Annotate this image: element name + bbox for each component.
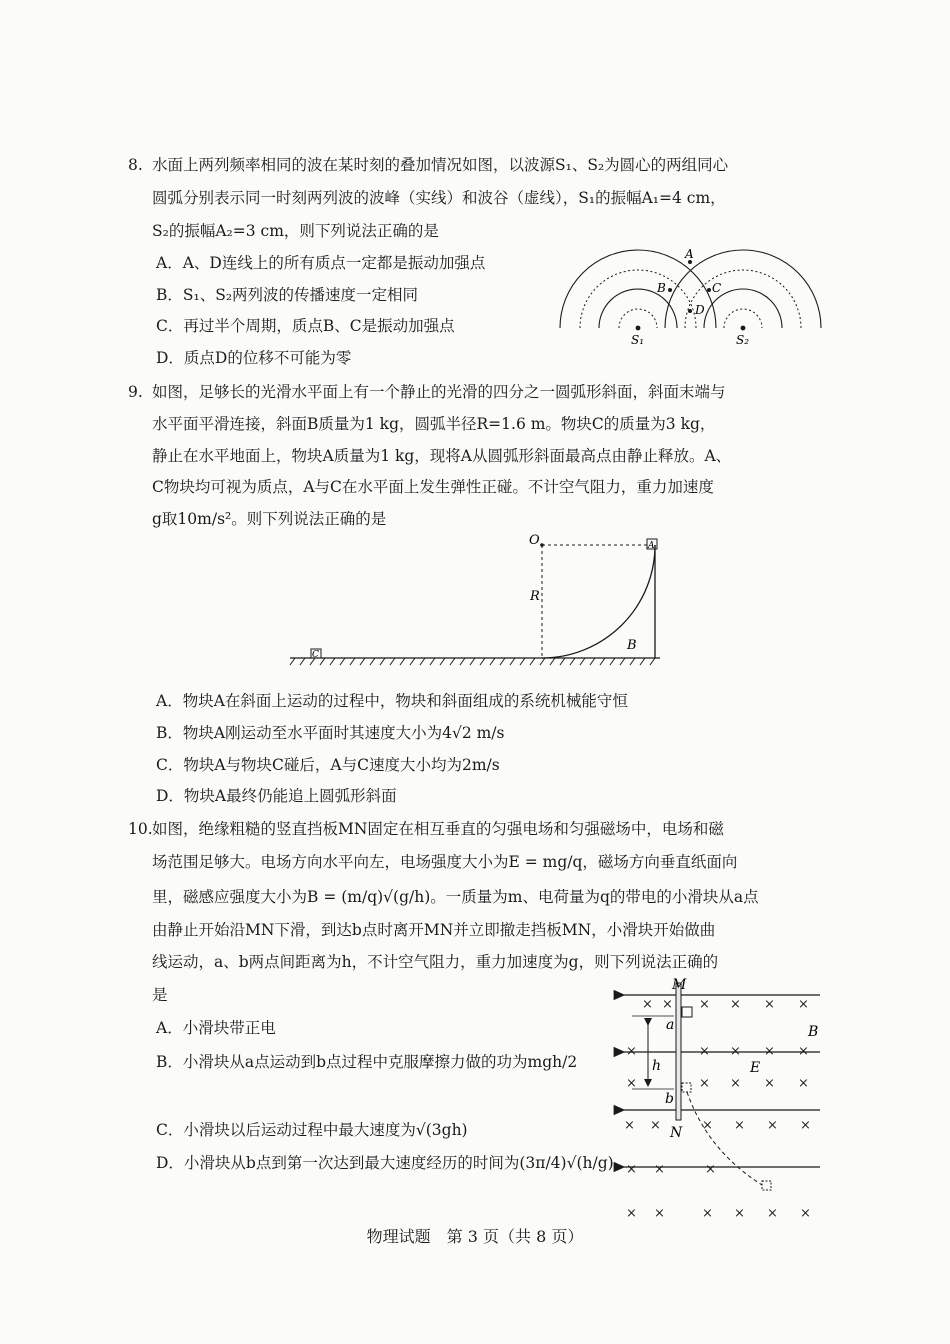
label-h: h <box>652 1058 662 1074</box>
svg-text:×: × <box>730 1044 741 1059</box>
label-b-point: b <box>665 1091 674 1107</box>
svg-text:×: × <box>654 1206 665 1221</box>
q8-number: 8. <box>128 156 143 174</box>
label-s1: S₁ <box>631 333 645 347</box>
svg-text:×: × <box>624 1118 635 1133</box>
svg-text:×: × <box>626 1206 637 1221</box>
svg-text:×: × <box>798 1044 809 1059</box>
label-n: N <box>670 1125 683 1141</box>
page-footer: 物理试题 第 3 页（共 8 页） <box>366 1227 584 1246</box>
trajectory-curve <box>687 1092 762 1185</box>
q10-number: 10. <box>128 820 153 838</box>
svg-text:×: × <box>767 1118 778 1133</box>
q9-option-c: C．物块A与物块C碰后，A与C速度大小均为2m/s <box>156 756 500 774</box>
q8-stem-line2: 圆弧分别表示同一时刻两列波的波峰（实线）和波谷（虚线），S₁的振幅A₁=4 cm， <box>152 189 726 207</box>
q9-stem-line1: 如图，足够长的光滑水平面上有一个静止的光滑的四分之一圆弧形斜面，斜面末端与 <box>152 383 726 401</box>
q10-stem-line6: 是 <box>152 986 168 1004</box>
svg-text:×: × <box>699 997 710 1012</box>
q9-option-a: A．物块A在斜面上运动的过程中，物块和斜面组成的系统机械能守恒 <box>156 692 628 710</box>
label-o: O <box>529 533 540 548</box>
q8-stem-line3: S₂的振幅A₂=3 cm，则下列说法正确的是 <box>152 222 439 240</box>
point-b <box>668 288 672 292</box>
q10-option-a: A．小滑块带正电 <box>156 1019 276 1037</box>
point-d <box>688 309 692 313</box>
svg-text:×: × <box>800 1118 811 1133</box>
s1-trough-inner <box>619 309 657 328</box>
slider-at-b <box>682 1083 691 1092</box>
svg-text:×: × <box>798 997 809 1012</box>
svg-text:×: × <box>626 1044 637 1059</box>
svg-text:×: × <box>734 1118 745 1133</box>
svg-text:×: × <box>764 1076 775 1091</box>
q8-option-b: B．S₁、S₂两列波的传播速度一定相同 <box>156 286 419 304</box>
svg-text:×: × <box>767 1206 778 1221</box>
q9-option-d: D．物块A最终仍能追上圆弧形斜面 <box>156 787 397 805</box>
label-a: a <box>666 1017 675 1033</box>
q8-wave-figure <box>555 240 825 350</box>
svg-text:×: × <box>764 1044 775 1059</box>
electric-field-lines <box>624 995 820 1167</box>
svg-text:×: × <box>702 1118 713 1133</box>
q9-stem-line5: g取10m/s²。则下列说法正确的是 <box>152 510 387 528</box>
arc-surface <box>542 545 655 658</box>
svg-text:×: × <box>800 1206 811 1221</box>
q9-option-b: B．物块A刚运动至水平面时其速度大小为4√2 m/s <box>156 724 505 742</box>
q9-arc-slope-figure <box>285 530 670 670</box>
svg-text:×: × <box>642 997 653 1012</box>
svg-text:×: × <box>650 1118 661 1133</box>
q8-option-c: C．再过半个周期，质点B、C是振动加强点 <box>156 317 455 335</box>
label-c: C <box>712 281 722 295</box>
q10-option-b: B．小滑块从a点运动到b点过程中克服摩擦力做的功为mgh/2 <box>156 1053 578 1071</box>
svg-text:×: × <box>798 1076 809 1091</box>
label-e-field: E <box>750 1060 761 1076</box>
q10-option-d: D．小滑块从b点到第一次达到最大速度经历的时间为(3π/4)√(h/g) <box>156 1154 614 1172</box>
q10-option-c: C．小滑块以后运动过程中最大速度为√(3gh) <box>156 1121 468 1139</box>
svg-text:×: × <box>764 997 775 1012</box>
svg-text:×: × <box>626 1076 637 1091</box>
q10-stem-line4: 由静止开始沿MN下滑，到达b点时离开MN并立即撤走挡板MN，小滑块开始做曲 <box>152 921 716 939</box>
label-s2: S₂ <box>736 333 750 347</box>
slider-at-a <box>682 1007 692 1017</box>
q8-option-a: A．A、D连线上的所有质点一定都是振动加强点 <box>156 254 486 272</box>
label-m: M <box>672 977 687 993</box>
svg-text:×: × <box>730 1076 741 1091</box>
q9-number: 9. <box>128 383 143 401</box>
svg-text:×: × <box>699 1076 710 1091</box>
q9-stem-line3: 静止在水平地面上，物块A质量为1 kg，现将A从圆弧形斜面最高点由静止释放。A、 <box>152 447 732 465</box>
q10-field-figure <box>612 975 827 1223</box>
q10-stem-line1: 如图，绝缘粗糙的竖直挡板MN固定在相互垂直的匀强电场和匀强磁场中，电场和磁 <box>152 820 724 838</box>
q9-stem-line2: 水平面平滑连接，斜面B质量为1 kg，圆弧半径R=1.6 m。物块C的质量为3 kg， <box>152 415 716 433</box>
s1-trough-outer <box>580 270 696 328</box>
label-b: B <box>627 638 637 653</box>
svg-text:×: × <box>626 1162 637 1177</box>
s2-point <box>741 326 746 331</box>
svg-text:×: × <box>705 1162 716 1177</box>
svg-text:×: × <box>662 997 673 1012</box>
ground-hatching <box>290 658 655 665</box>
q8-stem-line1: 水面上两列频率相同的波在某时刻的叠加情况如图，以波源S₁、S₂为圆心的两组同心 <box>152 156 729 174</box>
svg-text:×: × <box>734 1206 745 1221</box>
svg-text:×: × <box>702 1206 713 1221</box>
slider-on-curve <box>762 1181 771 1190</box>
svg-text:×: × <box>654 1162 665 1177</box>
center-o <box>540 543 544 547</box>
point-c <box>707 288 711 292</box>
s1-point <box>636 326 641 331</box>
q9-stem-line4: C物块均可视为质点，A与C在水平面上发生弹性正碰。不计空气阻力，重力加速度 <box>152 478 714 496</box>
label-c: C <box>312 650 319 660</box>
svg-text:×: × <box>699 1044 710 1059</box>
label-r: R <box>530 589 540 604</box>
label-a: A <box>648 541 655 551</box>
svg-text:×: × <box>730 997 741 1012</box>
q8-option-d: D．质点D的位移不可能为零 <box>156 349 352 367</box>
magnetic-field-crosses <box>624 997 811 1221</box>
label-b: B <box>657 281 666 295</box>
barrier-mn <box>676 983 681 1120</box>
q10-stem-line2: 场范围足够大。电场方向水平向左，电场强度大小为E = mg/q，磁场方向垂直纸面向 <box>152 853 738 871</box>
label-b-field: B <box>808 1024 819 1040</box>
label-d: D <box>695 303 705 317</box>
s2-trough-outer <box>685 270 801 328</box>
q10-stem-line3: 里，磁感应强度大小为B = (m/q)√(g/h)。一质量为m、电荷量为q的带电的小滑块从a点 <box>152 888 759 906</box>
q10-stem-line5: 线运动，a、b两点间距离为h，不计空气阻力，重力加速度为g，则下列说法正确的 <box>152 953 719 971</box>
label-a: A <box>685 247 694 261</box>
s2-trough-inner <box>724 309 762 328</box>
